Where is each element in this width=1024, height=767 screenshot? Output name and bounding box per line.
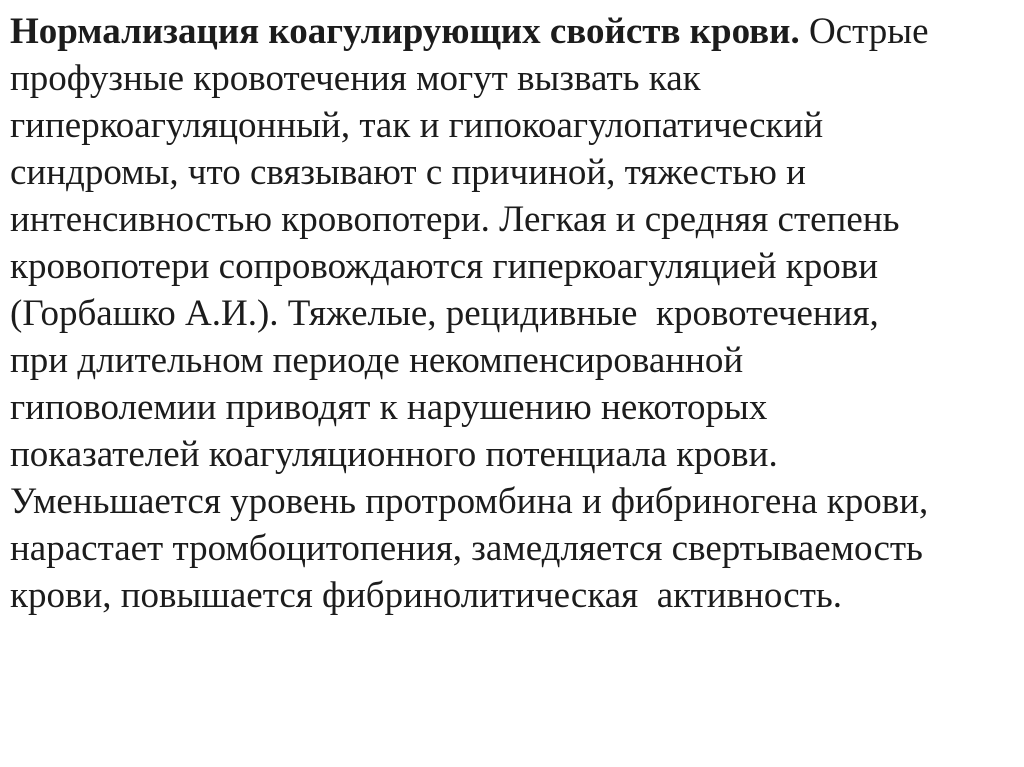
- paragraph-line-12: нарастает тромбоцитопения, замедляется свертываемость: [10, 528, 923, 569]
- paragraph-line-4: синдромы, что связывают с причиной, тяжестью и: [10, 152, 806, 193]
- paragraph-line-8: при длительном периоде некомпенсированной: [10, 340, 744, 381]
- paragraph-line-2: профузные кровотечения могут вызвать как: [10, 58, 701, 99]
- heading: Нормализация коагулирующих свойств крови.: [10, 11, 800, 52]
- heading-continuation: Острые: [799, 11, 929, 52]
- paragraph-line-6: кровопотери сопровождаются гиперкоагуляцией крови: [10, 246, 879, 287]
- paragraph-line-7: (Горбашко А.И.). Тяжелые, рецидивные кровотечения,: [10, 293, 879, 334]
- paragraph-line-5: интенсивностью кровопотери. Легкая и средняя степень: [10, 199, 900, 240]
- paragraph: [10, 8, 1015, 619]
- paragraph-line-1: [10, 8, 1015, 55]
- paragraph-line-9: гиповолемии приводят к нарушению некоторых: [10, 387, 768, 428]
- paragraph-line-11: Уменьшается уровень протромбина и фибриногена крови,: [10, 481, 929, 522]
- paragraph-line-10: показателей коагуляционного потенциала крови.: [10, 434, 778, 475]
- paragraph-line-3: гиперкоагуляцонный, так и гипокоагулопатический: [10, 105, 824, 146]
- paragraph-line-13: крови, повышается фибринолитическая активность.: [10, 575, 842, 616]
